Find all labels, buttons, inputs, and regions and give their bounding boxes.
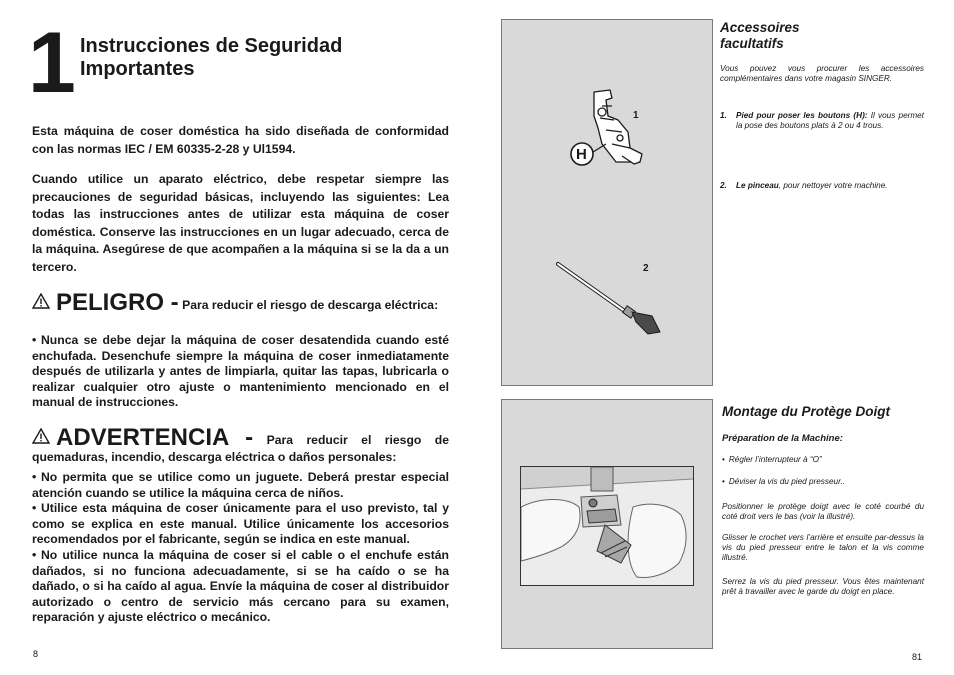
list-item: • No utilice nunca la máquina de coser si el cable o el enchufe están dañados, si no funciona adecuadamente, si se ha caído o se ha dañado, o si ha caído al agua. Envíe la máquina de coser al distribuidor autorizado o centro de servicio más cercano para su examen, reparación y ajuste eléctrico o mecánico. [32, 547, 449, 625]
advertencia-title: ADVERTENCIA - [56, 424, 254, 451]
montage-bullet-1: • Régler l’interrupteur à “O” [722, 455, 822, 464]
bullet-icon: • [32, 547, 37, 562]
montage-title: Montage du Protège Doigt [722, 404, 890, 419]
chapter-number: 1 [28, 15, 74, 111]
page-number-right: 81 [912, 652, 923, 662]
chapter-title-line1: Instrucciones de Seguridad [80, 35, 343, 57]
bullet-icon: • [32, 501, 37, 516]
figure-label-2: 2 [643, 263, 649, 274]
body-text: Cuando utilice un aparato eléctrico, debe respetar siempre las precauciones de seguridad básicas, incluyendo las siguientes: Lea todas las instrucciones antes de utilizar esta máquina de coser doméstica. Conserve las instrucciones en un lugar adecuado, cerca de la máquina. Asegúrese de que acompañen a la máquina si se la da a un tercero. [32, 172, 449, 274]
montage-paragraph-1: Positionner le protège doigt avec le coté courbé du coté droit vers le bas (voir la illustré). [722, 502, 924, 521]
accessories-figure-panel [501, 19, 713, 386]
bullet-icon: • [32, 470, 37, 484]
figure-label-1: 1 [633, 110, 639, 121]
peligro-title: PELIGRO - [56, 289, 179, 316]
list-item: • Nunca se debe dejar la máquina de coser desatendida cuando esté enchufada. Desenchufe siempre la máquina de coser inmediatamente después de utilizarla y antes de limpiarla, quitar las tapas, lubricarla o realizar cualquier otro ajuste o mantenimiento mencionado en el manual de instrucciones. [32, 333, 449, 410]
page-number-left: 8 [33, 649, 39, 659]
finger-guard-photo [520, 466, 694, 586]
chapter-title-line2: Importantes [80, 58, 195, 80]
montage-paragraph-3: Serrez la vis du pied presseur. Vous êtes maintenant prêt à travailler avec le garde du doigt en place. [722, 577, 924, 596]
bullet-icon: • [32, 333, 37, 347]
body-paragraph [32, 171, 449, 276]
list-item: • Utilice esta máquina de coser únicamente para el uso previsto, tal y como se explica en este manual. Utilice únicamente los accesorios recomendados por el fabricante, según se indica en este manual. [32, 501, 449, 547]
accessories-intro: Vous pouvez vous procurer les accessoires complémentaires dans votre magasin SINGER. [720, 64, 924, 83]
warning-triangle-icon [32, 293, 50, 309]
bullet-icon: • [722, 455, 725, 464]
finger-guard-illustration [521, 467, 693, 585]
warning-triangle-icon [32, 428, 50, 444]
list-item: • No permita que se utilice como un juguete. Deberá prestar especial atención cuando se utilice la máquina cerca de niños. [32, 470, 449, 500]
montage-figure-panel [501, 399, 713, 649]
peligro-list [32, 333, 449, 411]
advertencia-subtitle: Para reducir el riesgo de quemaduras, incendio, descarga eléctrica o daños personales: [32, 433, 449, 464]
intro-paragraph [32, 123, 449, 158]
accessories-title: Accessoires facultatifs [720, 20, 800, 51]
button-foot-illustration [594, 90, 642, 164]
accessory-item-2: 2. Le pinceau, pour nettoyer votre machine. [720, 181, 888, 190]
figure-label-h: H [576, 146, 587, 163]
montage-bullet-2: • Déviser la vis du pied presseur.. [722, 477, 846, 486]
intro-text: Esta máquina de coser doméstica ha sido diseñada de conformidad con las normas IEC / EM 60335-2-28 y Ul1594. [32, 124, 449, 156]
chapter-title [80, 35, 420, 81]
peligro-subtitle: Para reducir el riesgo de descarga eléctrica: [182, 298, 439, 312]
peligro-heading [32, 289, 449, 316]
montage-paragraph-2: Glisser le crochet vers l’arrière et ensuite par-dessus la vis du pied presseur entre le talon et la vis comme illustré. [722, 533, 924, 562]
brush-illustration [558, 264, 660, 334]
bullet-icon: • [722, 477, 725, 486]
advertencia-heading [32, 424, 449, 466]
accessory-item-1: 1. Pied pour poser les boutons (H): Il vous permet la pose des boutons plats à 2 ou 4 trous. [720, 111, 924, 130]
accessories-illustration [502, 20, 712, 385]
montage-subtitle: Préparation de la Machine: [722, 433, 843, 444]
advertencia-list [32, 470, 449, 626]
